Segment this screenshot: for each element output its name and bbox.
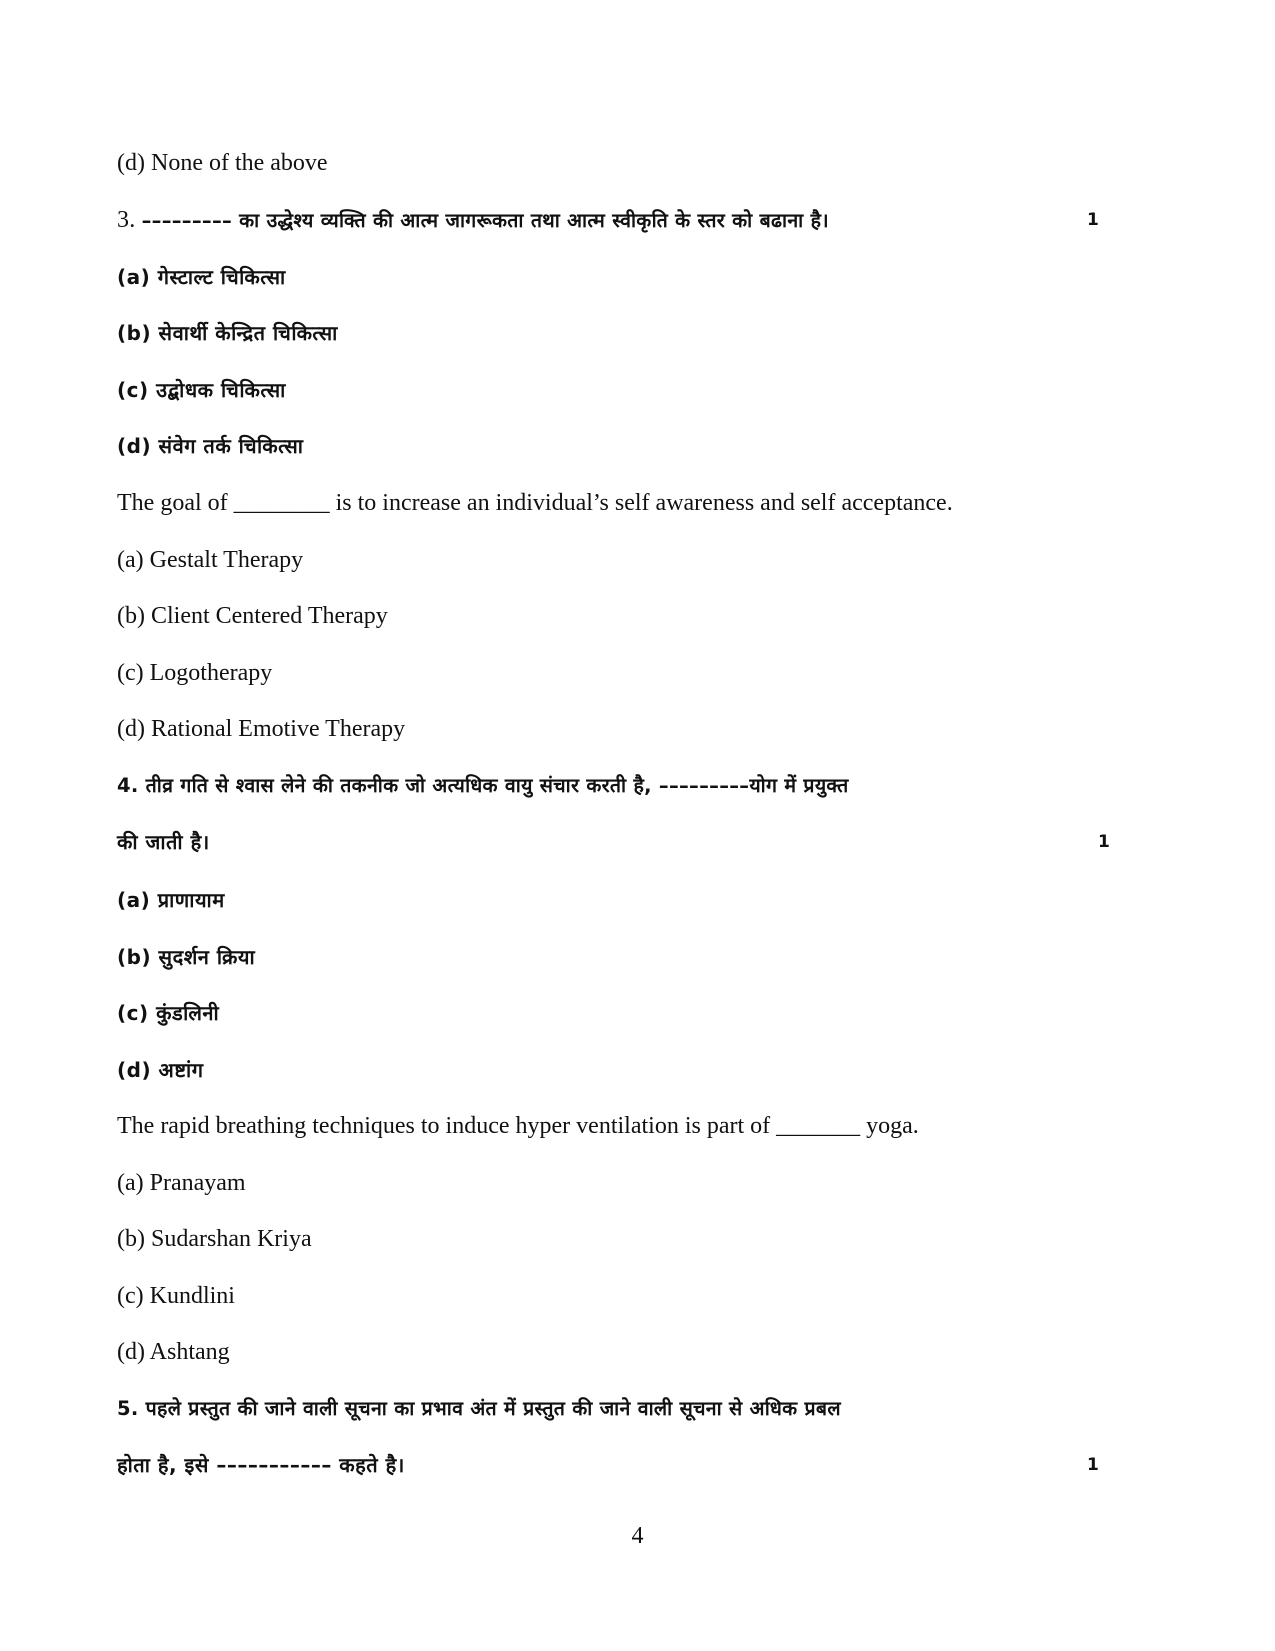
q3-marks: 1: [1087, 210, 1099, 230]
q4-option-b-hindi: (b) सुदर्शन क्रिया: [117, 945, 256, 969]
q3-option-b-hindi: (b) सेवार्थी केन्द्रित चिकित्सा: [117, 321, 338, 345]
q4-option-a-hindi: (a) प्राणायाम: [117, 888, 225, 912]
q3-option-b-english: (b) Client Centered Therapy: [117, 603, 388, 629]
q3-option-c-hindi: (c) उद्बोधक चिकित्सा: [117, 378, 286, 402]
q3-option-a-english: (a) Gestalt Therapy: [117, 547, 304, 573]
q4-option-a-english: (a) Pranayam: [117, 1170, 246, 1196]
q5-marks: 1: [1087, 1455, 1099, 1475]
q5-question-hindi-line2: होता है, इसे ––––––––––– कहते है।: [117, 1453, 405, 1477]
q4-option-d-english: (d) Ashtang: [117, 1339, 230, 1365]
q3-question-hindi: 3. ––––––––– का उद्धेश्य व्यक्ति की आत्म जागरूकता तथा आत्म स्वीकृति के स्तर को बढाना है।: [117, 207, 829, 233]
q3-question-hindi-text: ––––––––– का उद्धेश्य व्यक्ति की आत्म जागरूकता तथा आत्म स्वीकृति के स्तर को बढाना है।: [141, 209, 829, 232]
q4-option-d-hindi: (d) अष्टांग: [117, 1058, 204, 1082]
q3-option-a-hindi: (a) गेस्टाल्ट चिकित्सा: [117, 265, 286, 289]
q4-option-b-english: (b) Sudarshan Kriya: [117, 1226, 312, 1252]
q3-question-english: The goal of ________ is to increase an individual’s self awareness and self acceptance.: [117, 490, 953, 516]
q3-option-d-english: (d) Rational Emotive Therapy: [117, 716, 406, 742]
q5-question-hindi-line1: 5. पहले प्रस्तुत की जाने वाली सूचना का प्रभाव अंत में प्रस्तुत की जाने वाली सूचना से अधिक प्रबल: [117, 1397, 841, 1420]
q4-option-c-english: (c) Kundlini: [117, 1283, 235, 1309]
q4-marks: 1: [1098, 832, 1110, 852]
q4-question-english: The rapid breathing techniques to induce hyper ventilation is part of _______ yoga.: [117, 1113, 919, 1139]
q2-option-d-english: (d) None of the above: [117, 150, 328, 176]
q4-question-hindi-line2: की जाती है।: [117, 830, 210, 854]
q4-question-hindi-line1: 4. तीव्र गति से श्वास लेने की तकनीक जो अत्यधिक वायु संचार करती है, –––––––––योग में प्रयुक्त: [117, 774, 849, 797]
q3-option-c-english: (c) Logotherapy: [117, 660, 273, 686]
page-number: 4: [631, 1523, 644, 1549]
q4-option-c-hindi: (c) कुंडलिनी: [117, 1001, 220, 1025]
q3-option-d-hindi: (d) संवेग तर्क चिकित्सा: [117, 434, 304, 458]
